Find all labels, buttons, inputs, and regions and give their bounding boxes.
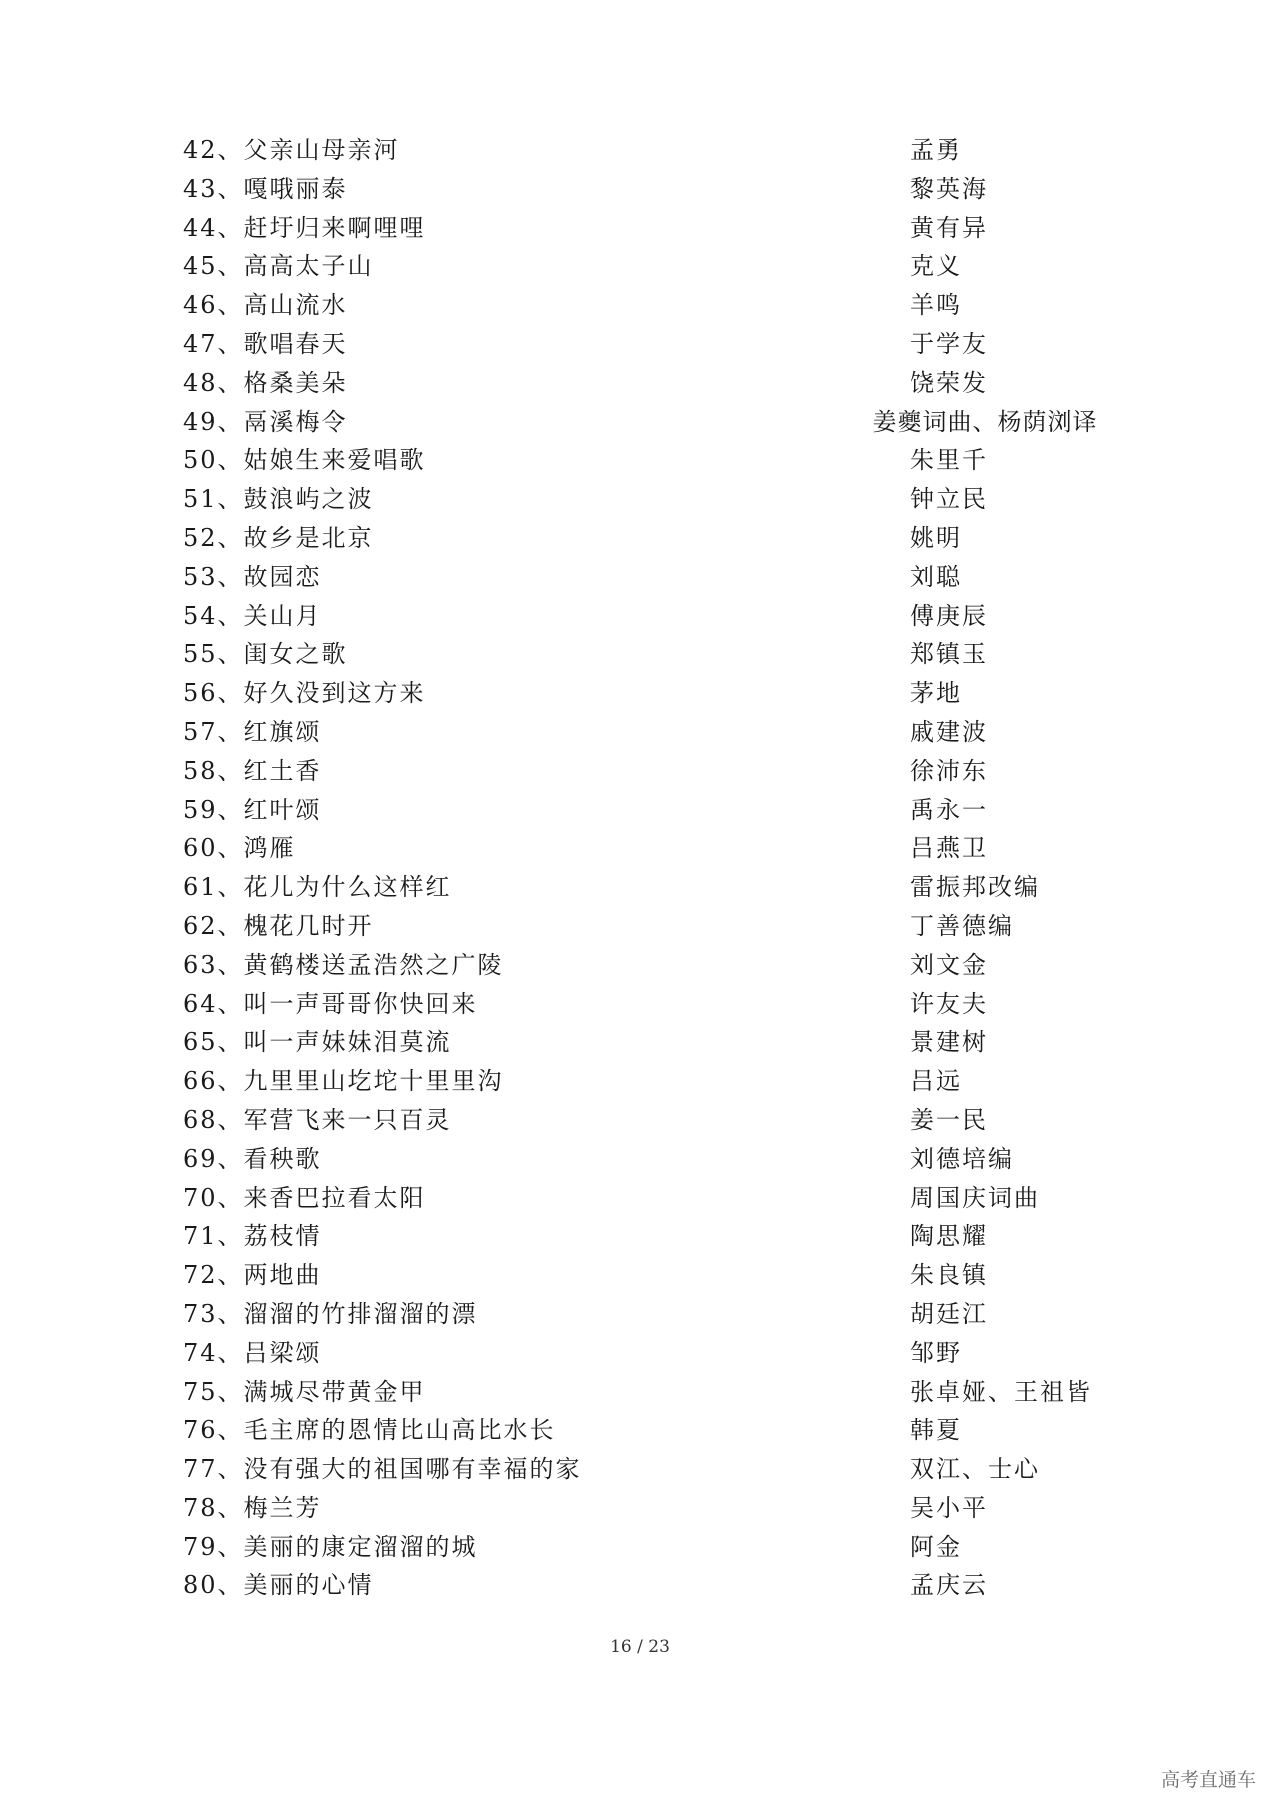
song-row [0,635,1280,674]
song-row [0,1256,1280,1295]
song-title: 58、红土香 [183,756,322,785]
song-author: 黄有异 [910,213,988,242]
song-row [0,209,1280,248]
song-author: 戚建波 [910,717,988,746]
song-row [0,907,1280,946]
song-row [0,752,1280,791]
song-row [0,519,1280,558]
song-author: 傅庚辰 [910,601,988,630]
song-title: 42、父亲山母亲河 [183,136,400,164]
song-title: 65、叫一声妹妹泪莫流 [183,1028,452,1057]
song-author: 刘德培编 [910,1144,1014,1173]
song-author: 陶思耀 [910,1222,988,1251]
song-row [0,868,1280,907]
song-title: 64、叫一声哥哥你快回来 [183,989,478,1018]
song-title: 79、美丽的康定溜溜的城 [183,1532,478,1561]
song-row [0,131,1280,170]
song-title: 46、高山流水 [183,291,348,320]
song-row [0,1140,1280,1179]
song-title: 60、鸿雁 [183,834,296,863]
song-title: 44、赶圩归来啊哩哩 [183,213,426,242]
song-title: 62、槐花几时开 [183,911,374,940]
song-author: 饶荣发 [910,368,988,397]
song-author: 韩夏 [910,1416,962,1445]
song-title: 63、黄鹤楼送孟浩然之广陵 [183,950,504,979]
song-author: 茅地 [910,679,962,708]
song-row [0,441,1280,480]
song-author: 禹永一 [910,795,988,824]
song-author: 姜夔词曲、杨荫浏译 [872,407,1098,436]
song-row [0,1179,1280,1218]
song-row [0,1566,1280,1605]
song-row [0,364,1280,403]
song-row [0,1528,1280,1567]
song-title: 54、关山月 [183,601,322,630]
song-title: 78、梅兰芳 [183,1493,322,1522]
song-author: 克义 [910,252,962,281]
song-row [0,1373,1280,1412]
song-title: 69、看秧歌 [183,1144,322,1173]
song-author: 景建树 [910,1028,988,1057]
song-author: 雷振邦改编 [910,873,1040,902]
song-author: 刘文金 [910,950,988,979]
song-title: 68、军营飞来一只百灵 [183,1105,452,1134]
song-row [0,286,1280,325]
song-title: 51、鼓浪屿之波 [183,485,374,514]
song-author: 孟庆云 [910,1571,988,1600]
song-row [0,829,1280,868]
song-title: 53、故园恋 [183,562,322,591]
song-title: 70、来香巴拉看太阳 [183,1183,426,1212]
song-title: 61、花儿为什么这样红 [183,873,452,902]
song-row [0,946,1280,985]
song-title: 72、两地曲 [183,1261,322,1290]
song-row [0,985,1280,1024]
song-title: 66、九里里山圪坨十里里沟 [183,1067,504,1096]
song-title: 45、高高太子山 [183,252,374,281]
song-author: 徐沛东 [910,756,988,785]
song-row [0,1450,1280,1489]
song-row [0,1217,1280,1256]
song-row [0,1411,1280,1450]
song-row [0,1334,1280,1373]
song-author: 胡廷江 [910,1299,988,1328]
song-title: 57、红旗颂 [183,717,322,746]
song-author: 钟立民 [910,485,988,514]
song-title: 55、闺女之歌 [183,640,348,669]
song-author: 郑镇玉 [910,640,988,669]
song-title: 56、好久没到这方来 [183,679,426,708]
song-title: 50、姑娘生来爱唱歌 [183,446,426,475]
song-author: 刘聪 [910,562,962,591]
song-author: 黎英海 [910,174,988,203]
song-title: 76、毛主席的恩情比山高比水长 [183,1416,556,1445]
song-row [0,674,1280,713]
song-author: 朱良镇 [910,1261,988,1290]
watermark-text: 高考直通车 [1160,1769,1256,1791]
song-author: 吕远 [910,1067,962,1096]
song-author: 姚明 [910,523,962,552]
song-author: 姜一民 [910,1105,988,1134]
song-author: 周国庆词曲 [910,1183,1040,1212]
song-author: 阿金 [910,1532,962,1561]
song-row [0,1062,1280,1101]
song-title: 47、歌唱春天 [183,329,348,358]
song-title: 43、嘎哦丽泰 [183,174,348,203]
song-author: 吴小平 [910,1493,988,1522]
song-title: 80、美丽的心情 [183,1571,374,1600]
song-title: 48、格桑美朵 [183,368,348,397]
song-author: 孟勇 [910,136,962,164]
song-author: 于学友 [910,329,988,358]
song-title: 49、鬲溪梅令 [183,407,348,436]
song-row [0,1101,1280,1140]
page-number: 16 / 23 [610,1637,670,1657]
song-author: 邹野 [910,1338,962,1367]
song-author: 吕燕卫 [910,834,988,863]
song-list [0,131,1280,1605]
song-title: 75、满城尽带黄金甲 [183,1377,426,1406]
song-author: 朱里千 [910,446,988,475]
song-author: 许友夫 [910,989,988,1018]
song-author: 羊鸣 [910,291,962,320]
song-row [0,791,1280,830]
song-row [0,713,1280,752]
song-row [0,597,1280,636]
song-author: 丁善德编 [910,911,1014,940]
song-row [0,403,1280,442]
song-title: 71、荔枝情 [183,1222,322,1251]
song-title: 77、没有强大的祖国哪有幸福的家 [183,1455,582,1484]
song-row [0,247,1280,286]
song-row [0,1023,1280,1062]
song-title: 52、故乡是北京 [183,523,374,552]
song-row [0,325,1280,364]
song-author: 双江、士心 [910,1455,1040,1484]
song-row [0,170,1280,209]
song-title: 59、红叶颂 [183,795,322,824]
song-title: 73、溜溜的竹排溜溜的漂 [183,1299,478,1328]
song-row [0,1295,1280,1334]
song-author: 张卓娅、王祖皆 [910,1377,1092,1406]
song-row [0,558,1280,597]
song-title: 74、吕梁颂 [183,1338,322,1367]
song-row [0,480,1280,519]
song-row [0,1489,1280,1528]
